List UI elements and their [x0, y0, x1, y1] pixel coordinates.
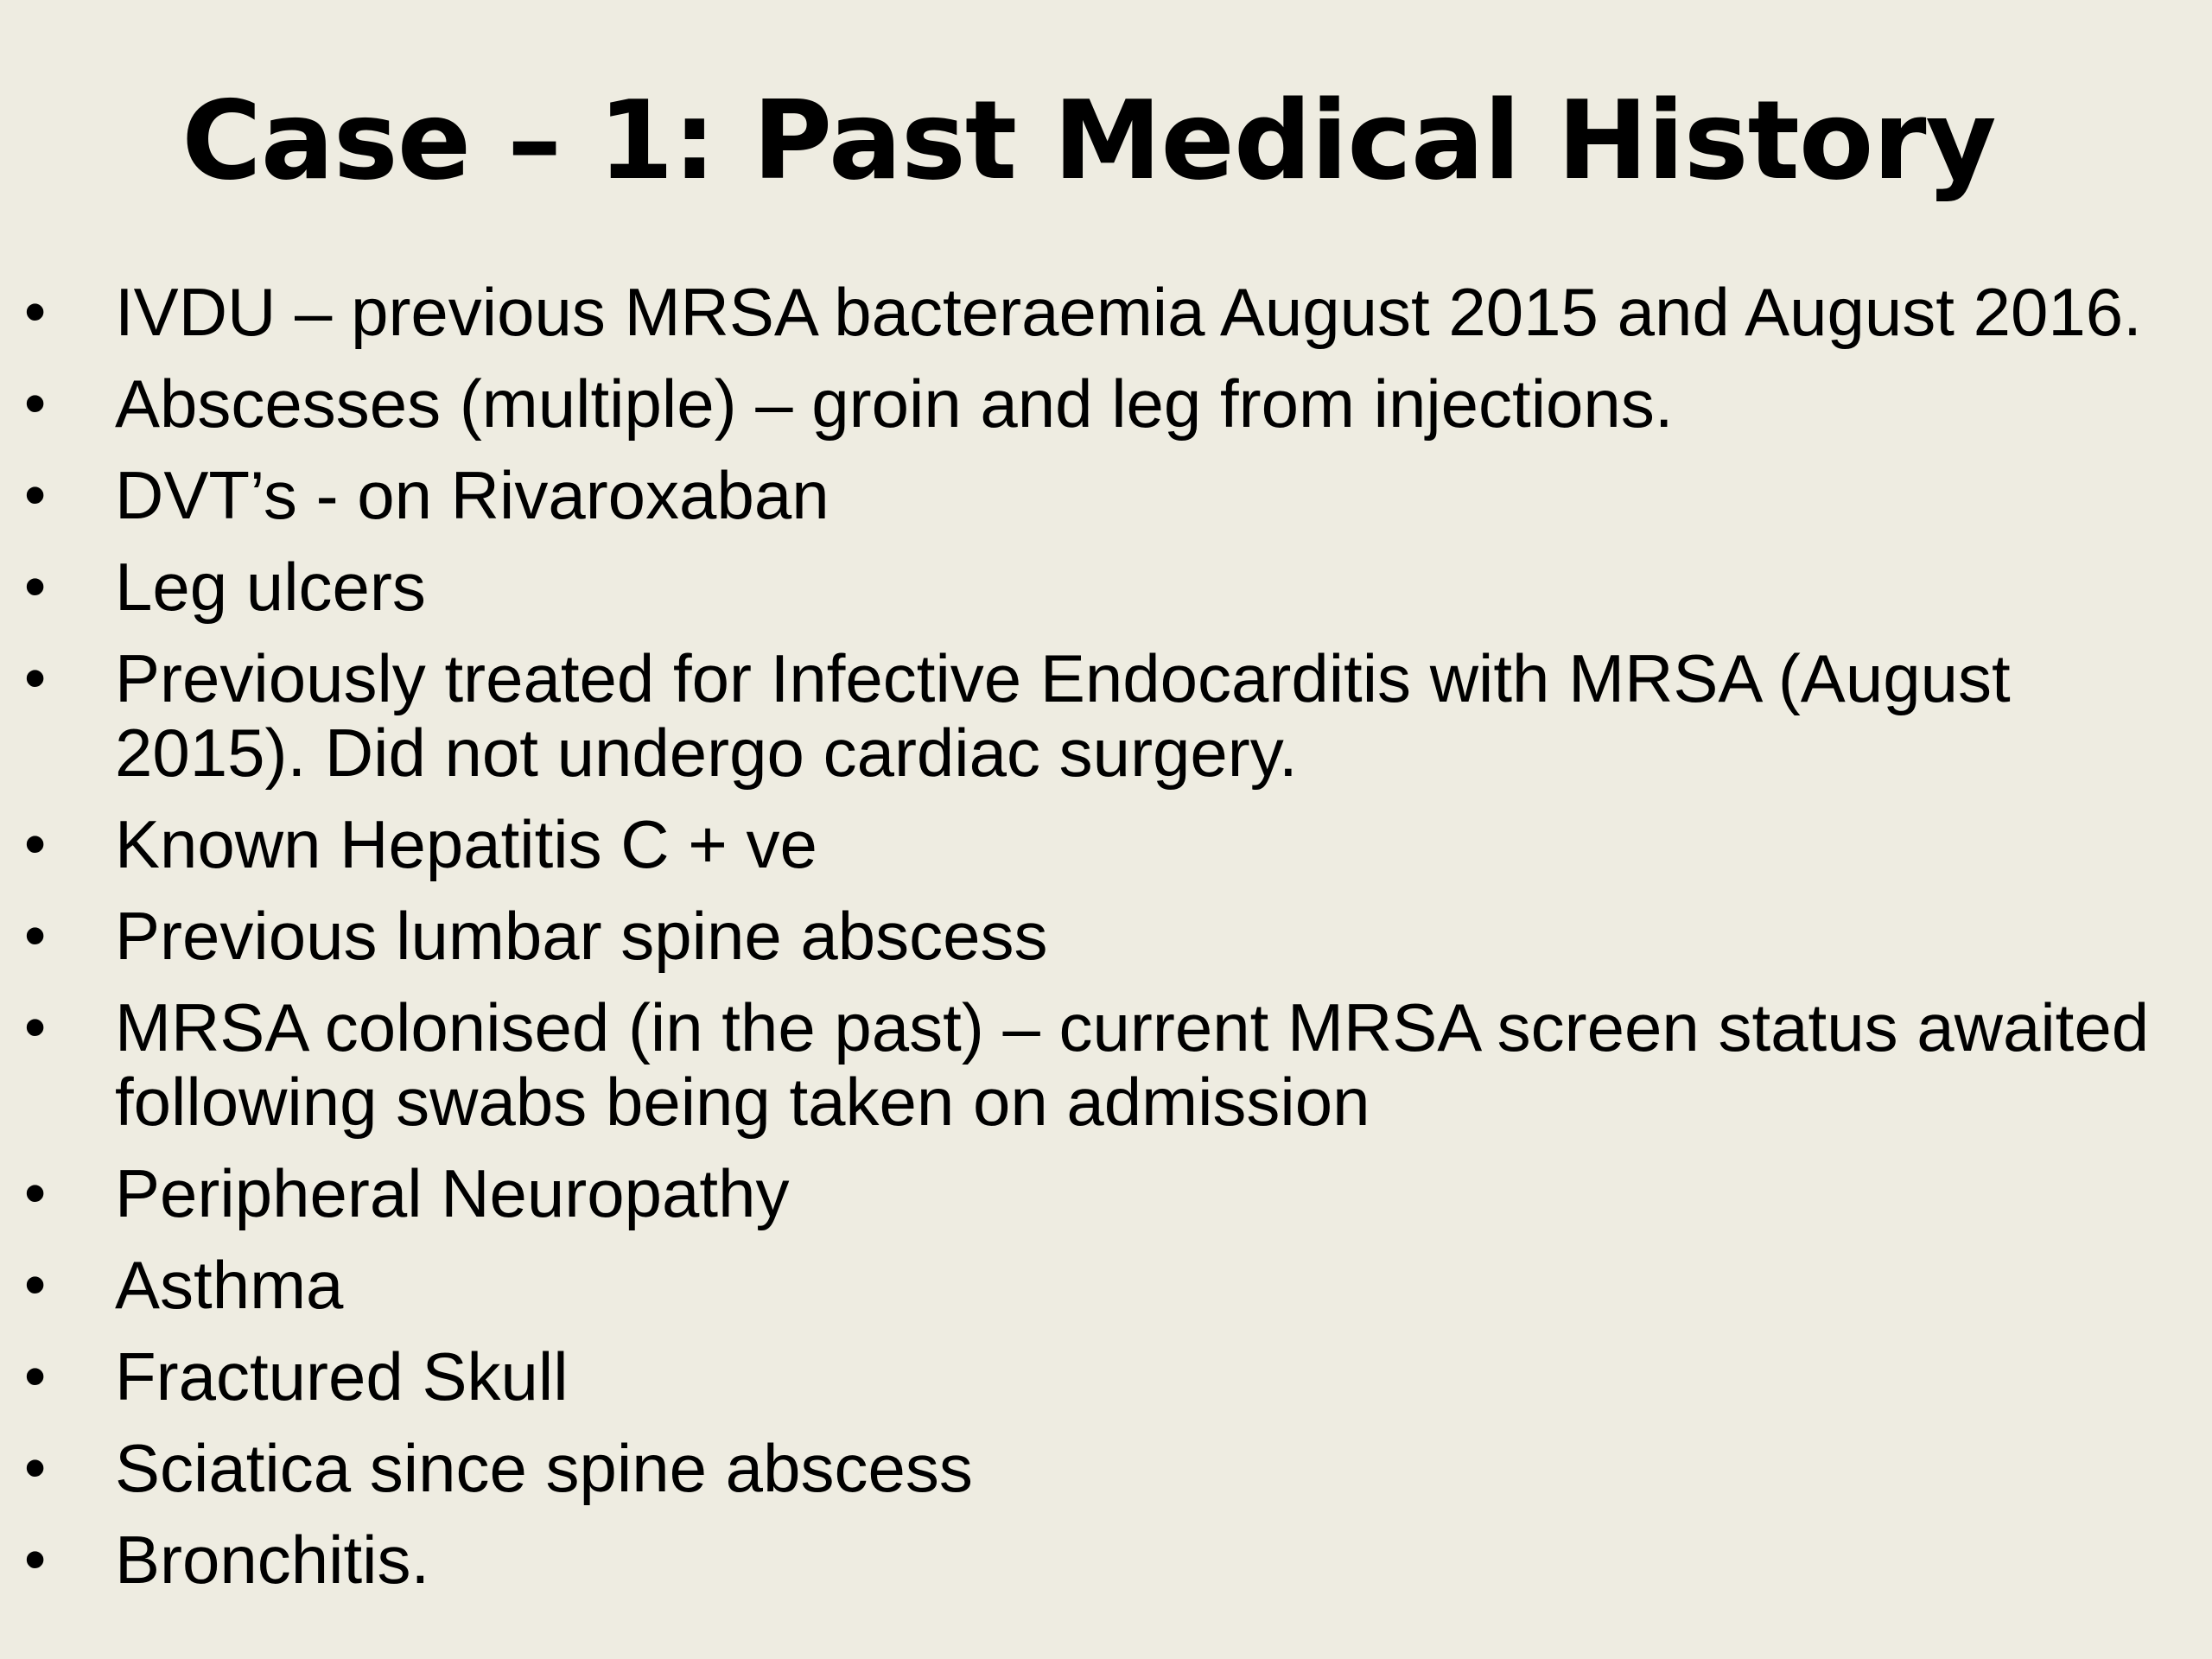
bullet-icon: • [24, 1250, 47, 1319]
slide-title: Case – 1: Past Medical History [181, 77, 1996, 204]
bullet-icon: • [24, 901, 47, 970]
list-item-text: Previous lumbar spine abscess [115, 898, 1048, 974]
list-item-text: Sciatica since spine abscess [115, 1430, 973, 1506]
bullet-icon: • [24, 1525, 47, 1594]
bullet-icon: • [24, 277, 47, 346]
list-item [24, 1339, 2193, 1414]
bullet-icon: • [24, 644, 47, 713]
bullet-icon: • [24, 552, 47, 621]
list-item-text: Abscesses (multiple) – groin and leg from injections. [115, 365, 1674, 442]
list-item-text: Leg ulcers [115, 549, 426, 625]
bullet-icon: • [24, 1159, 47, 1228]
bullet-icon: • [24, 369, 47, 438]
bullet-icon: • [24, 810, 47, 879]
list-item-text: Bronchitis. [115, 1522, 430, 1598]
list-item-text: IVDU – previous MRSA bacteraemia August 2015 and August 2016. [115, 274, 2142, 350]
list-item-text: Fractured Skull [115, 1338, 569, 1414]
bullet-icon: • [24, 1342, 47, 1411]
list-item [24, 1522, 2193, 1597]
list-item-text: Previously treated for Infective Endocarditis with MRSA (August 2015). Did not undergo cardiac surgery. [115, 640, 2011, 791]
list-item [24, 807, 2193, 881]
bullet-icon: • [24, 1433, 47, 1503]
list-item [24, 1248, 2193, 1322]
list-item-text: DVT’s - on Rivaroxaban [115, 457, 830, 533]
list-item [24, 550, 2193, 624]
bullet-icon: • [24, 461, 47, 530]
list-item [24, 458, 2193, 532]
bullet-list [24, 275, 2193, 1614]
bullet-icon: • [24, 993, 47, 1062]
list-item [24, 1431, 2193, 1505]
list-item-text: Asthma [115, 1247, 344, 1323]
list-item [24, 899, 2193, 973]
list-item [24, 275, 2193, 349]
list-item [24, 990, 2193, 1139]
list-item [24, 366, 2193, 441]
list-item-text: Peripheral Neuropathy [115, 1155, 790, 1231]
list-item [24, 641, 2193, 790]
list-item [24, 1156, 2193, 1230]
list-item-text: MRSA colonised (in the past) – current MRSA screen status awaited following swabs being taken on admission [115, 989, 2150, 1140]
list-item-text: Known Hepatitis C + ve [115, 806, 817, 882]
